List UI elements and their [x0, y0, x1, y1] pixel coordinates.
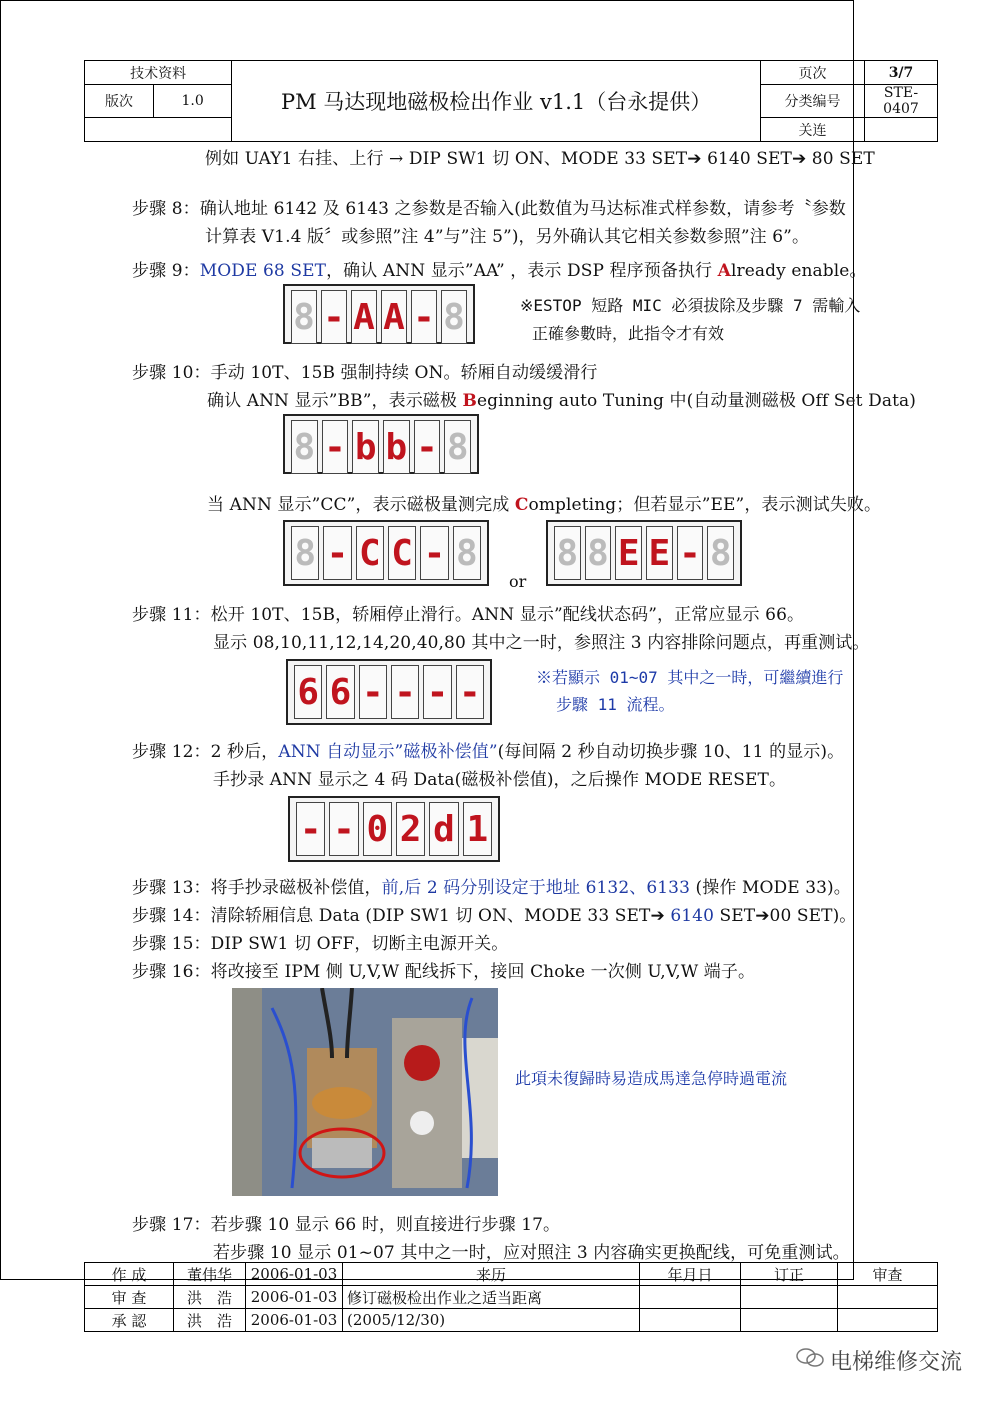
segment: - [394, 671, 416, 713]
approve-name: 洪 浩 [174, 1309, 246, 1332]
history-label: 来历 [343, 1263, 640, 1286]
step10-b-pre: 确认 ANN 显示”BB”，表示磁极 [207, 391, 463, 411]
segment: d [433, 808, 455, 850]
version-value: 1.0 [154, 85, 232, 118]
date-label: 年月日 [640, 1263, 741, 1286]
digit [677, 526, 704, 580]
footer-table [84, 1262, 938, 1332]
revise-label: 订正 [741, 1263, 838, 1286]
digit [363, 802, 392, 856]
empty-cell [741, 1286, 838, 1309]
segment: A [383, 296, 405, 338]
digit [441, 290, 467, 344]
segment: 8 [446, 426, 469, 468]
segment: 8 [587, 532, 609, 574]
step10-c-highlight: C [514, 495, 529, 515]
related-value [865, 118, 938, 142]
step11-note-2: 步驟 11 流程。 [556, 695, 675, 714]
empty-cell [838, 1309, 938, 1332]
segment: 8 [293, 426, 316, 468]
digit [391, 665, 419, 719]
step9-prefix: 步骤 9： [132, 261, 200, 281]
step10-b-highlight: B [462, 391, 477, 411]
digit [321, 290, 347, 344]
segment: - [323, 296, 345, 338]
step12-highlight: ANN 自动显示”磁极补偿值” [278, 742, 498, 762]
review-label: 审查 [838, 1263, 938, 1286]
digit [646, 526, 673, 580]
digit [356, 526, 384, 580]
digit [463, 802, 492, 856]
estop-note-1: ※ESTOP 短路 MIC 必須拔除及步驟 7 需輸入 [520, 296, 861, 315]
digit [388, 526, 416, 580]
segment: - [413, 296, 435, 338]
related-label: 关连 [761, 118, 865, 142]
display-aa [283, 284, 475, 344]
page-value: 3/7 [865, 61, 938, 85]
step14-prefix: 步骤 14：清除轿厢信息 Data (DIP SW1 切 ON、MODE 33 SET➔ [132, 906, 671, 926]
step10-c-pre: 当 ANN 显示”CC”，表示磁极量测完成 [207, 495, 515, 515]
made-name: 董伟华 [174, 1263, 246, 1286]
step11-line1: 步骤 11：松开 10T、15B，轿厢停止滑行。ANN 显示”配线状态码”，正常应显示 66。 [132, 605, 805, 625]
page-label: 页次 [761, 61, 865, 85]
digit [414, 420, 441, 474]
digit [707, 526, 734, 580]
display-data [288, 796, 500, 862]
step10-line2 [207, 386, 916, 411]
history-2: (2005/12/30) [343, 1309, 640, 1332]
class-label: 分类编号 [761, 85, 865, 118]
example-line: 例如 UAY1 右挂、上行 → DIP SW1 切 ON、MODE 33 SET➔ 6140 SET➔ 80 SET [205, 149, 875, 169]
segment: A [353, 296, 375, 338]
digit [359, 665, 387, 719]
digit [291, 290, 317, 344]
made-label: 作 成 [85, 1263, 174, 1286]
segment: - [426, 671, 449, 713]
segment: 8 [443, 296, 465, 338]
empty-cell [85, 118, 232, 142]
step9-mode: MODE 68 SET [199, 261, 327, 281]
step10-line1: 步骤 10：手动 10T、15B 强制持续 ON。轿厢自动缓缓滑行 [132, 363, 598, 383]
segment: C [358, 532, 381, 574]
tech-label: 技术资料 [85, 61, 232, 85]
step14-line [132, 901, 856, 926]
check-date: 2006-01-03 [246, 1286, 343, 1309]
digit [383, 420, 410, 474]
step10-b-end: eginning auto Tuning 中(自动量测磁极 Off Set Data) [476, 391, 916, 411]
empty-cell [640, 1286, 741, 1309]
step8-line2: 计算表 V1.4 版〞或参照”注 4”与”注 5”)，另外确认其它相关参数参照”注 6”。 [205, 227, 810, 247]
step16-line: 步骤 16：将改接至 IPM 侧 U,V,W 配线拆下，接回 Choke 一次侧 U,V,W 端子。 [132, 962, 756, 982]
step13-prefix: 步骤 13：将手抄录磁极补偿值， [132, 878, 382, 898]
display-bb [283, 414, 479, 474]
segment: - [326, 532, 349, 574]
doc-title: PM 马达现地磁极检出作业 v1.1（台永提供） [232, 61, 761, 142]
step17-line1: 步骤 17：若步骤 10 显示 66 时，则直接进行步骤 17。 [132, 1215, 561, 1235]
digit [352, 420, 379, 474]
display-cc [283, 520, 489, 586]
segment: E [617, 532, 640, 574]
step12-line1 [132, 737, 844, 762]
step13-line [132, 873, 851, 898]
segment: b [354, 426, 377, 468]
segment: - [333, 808, 355, 850]
segment: 6 [297, 671, 319, 713]
estop-note-2: 正確參數時，此指令才有效 [532, 324, 725, 343]
step12-line2: 手抄录 ANN 显示之 4 码 Data(磁极补偿值)，之后操作 MODE RESET。 [213, 770, 787, 790]
step13-end: (操作 MODE 33)。 [690, 878, 851, 898]
segment: 2 [399, 808, 422, 850]
digit [420, 526, 448, 580]
step11-note-1: ※若顯示 01~07 其中之一時，可繼續進行 [536, 668, 844, 687]
step9-end: lready enable。 [730, 261, 867, 281]
digit [411, 290, 437, 344]
digit [296, 802, 325, 856]
digit [396, 802, 425, 856]
segment: 8 [294, 532, 316, 574]
digit [554, 526, 581, 580]
digit [585, 526, 612, 580]
empty-cell [838, 1286, 938, 1309]
version-label: 版次 [85, 85, 154, 118]
step10-line3 [207, 490, 881, 515]
approve-label: 承 認 [85, 1309, 174, 1332]
segment: b [385, 426, 408, 468]
segment: - [458, 671, 481, 713]
segment: 8 [293, 296, 315, 338]
digit [456, 665, 484, 719]
segment: - [423, 532, 446, 574]
display-66 [286, 659, 492, 725]
step8-line1: 步骤 8：确认地址 6142 及 6143 之参数是否输入(此数值为马达标准式样参数，请参考〝参数 [132, 199, 846, 219]
step12-prefix: 步骤 12：2 秒后， [132, 742, 279, 762]
digit [615, 526, 642, 580]
step9-mid: ，确认 ANN 显示”AA” ，表示 DSP 程序预备执行 [326, 261, 718, 281]
step9-line [132, 256, 867, 281]
class-value: STE-0407 [865, 85, 938, 118]
digit [291, 526, 319, 580]
digit [444, 420, 471, 474]
digit [291, 420, 318, 474]
approve-date: 2006-01-03 [246, 1309, 343, 1332]
step14-highlight: 6140 [670, 906, 714, 926]
digit [453, 526, 481, 580]
digit [322, 420, 349, 474]
segment: - [361, 671, 384, 713]
digit [423, 665, 451, 719]
photo-note: 此項未復歸時易造成馬達急停時過電流 [515, 1069, 788, 1088]
empty-cell [741, 1309, 838, 1332]
segment: - [679, 532, 701, 574]
header-table [84, 60, 938, 142]
step9-highlight: A [717, 261, 731, 281]
digit [381, 290, 407, 344]
watermark [796, 1345, 962, 1376]
empty-cell [640, 1309, 741, 1332]
display-ee [546, 520, 742, 586]
step14-end: SET➔00 SET)。 [714, 906, 857, 926]
segment: - [324, 426, 346, 468]
or-label: or [509, 572, 527, 591]
watermark-text: 电梯维修交流 [829, 1350, 962, 1375]
history-1: 修订磁极检出作业之适当距离 [343, 1286, 640, 1309]
chat-bubble-icon [796, 1347, 824, 1375]
step15-line: 步骤 15：DIP SW1 切 OFF，切断主电源开关。 [132, 934, 509, 954]
step11-line2: 显示 08,10,11,12,14,20,40,80 其中之一时，参照注 3 内容排除问题点，再重测试。 [213, 633, 870, 653]
segment: 8 [709, 532, 732, 574]
digit [323, 526, 351, 580]
check-label: 审 查 [85, 1286, 174, 1309]
segment: 1 [466, 808, 489, 850]
made-date: 2006-01-03 [246, 1263, 343, 1286]
segment: 6 [329, 671, 352, 713]
segment: - [299, 808, 322, 850]
step12-end: (每间隔 2 秒自动切换步骤 10、11 的显示)。 [497, 742, 845, 762]
digit [329, 802, 358, 856]
check-name: 洪 浩 [174, 1286, 246, 1309]
segment: C [391, 532, 413, 574]
digit [326, 665, 354, 719]
segment: E [648, 532, 671, 574]
wiring-photo [232, 988, 498, 1196]
digit [294, 665, 322, 719]
segment: 8 [455, 532, 478, 574]
segment: 8 [556, 532, 579, 574]
wiring-photo-illustration [232, 988, 498, 1196]
segment: 0 [366, 808, 389, 850]
digit [429, 802, 458, 856]
segment: - [416, 426, 438, 468]
step10-c-end: ompleting；但若显示”EE”，表示测试失败。 [528, 495, 882, 515]
step17-line2: 若步骤 10 显示 01~07 其中之一时，应对照注 3 内容确实更换配线，可免重测试。 [213, 1243, 850, 1263]
digit [351, 290, 377, 344]
step13-highlight: 前,后 2 码分别设定于地址 6132、6133 [381, 878, 690, 898]
